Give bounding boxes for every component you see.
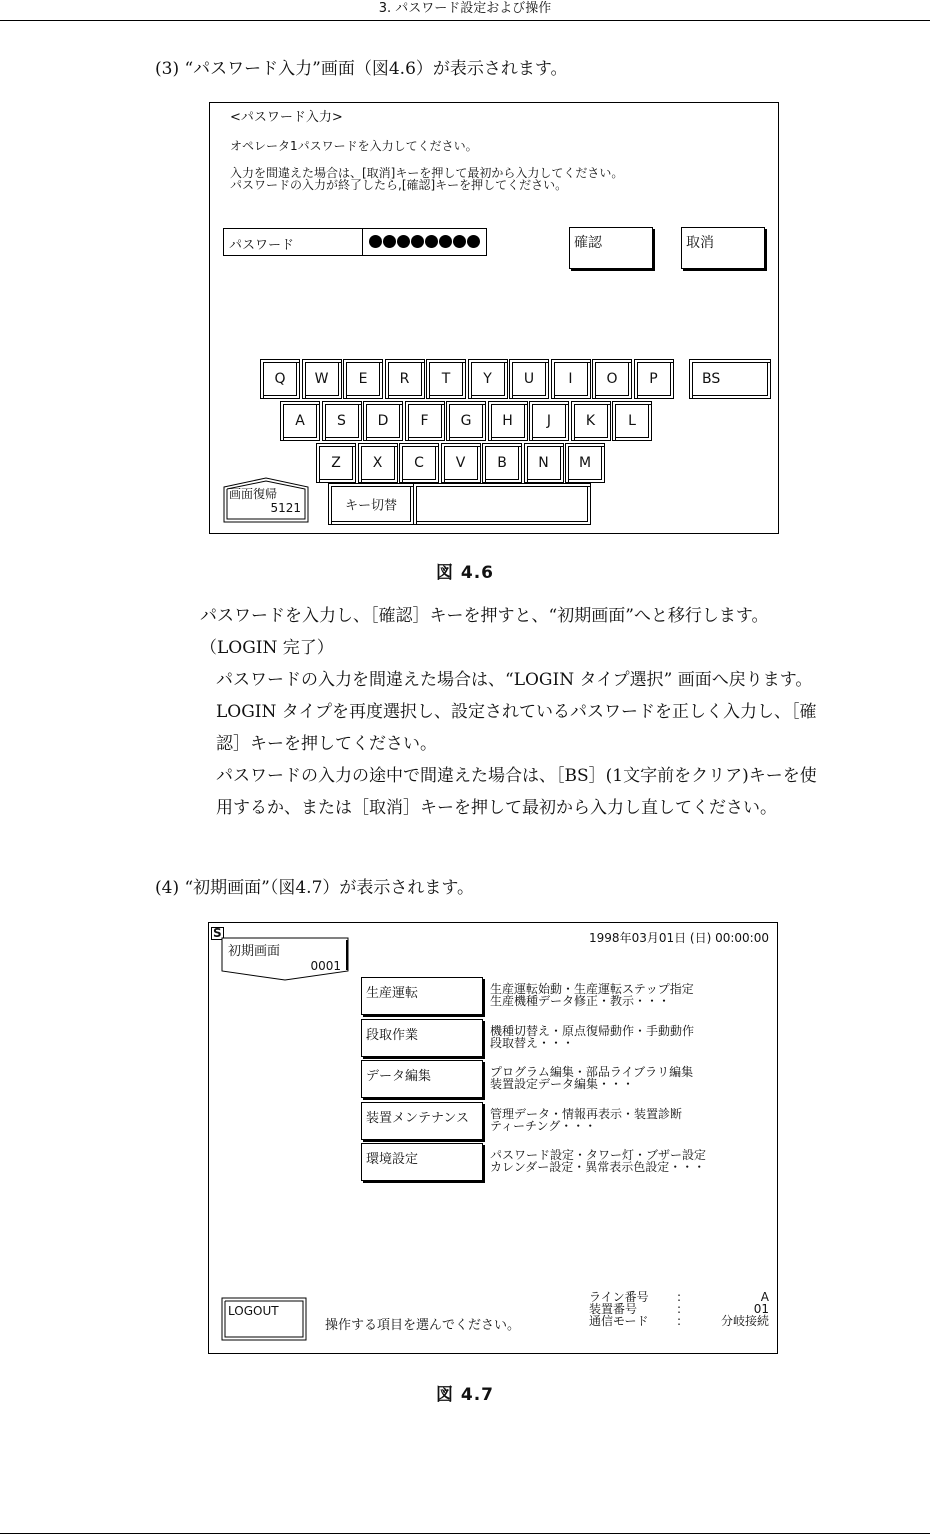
key-label: Z	[331, 455, 341, 471]
step-4-text: (4) “初期画面”（図4.7）が表示されます。	[155, 878, 475, 898]
logout-label: LOGOUT	[228, 1304, 279, 1318]
key-label: K	[585, 413, 596, 429]
menu-button-label: 装置メンテナンス	[366, 1110, 469, 1126]
menu-button-label: 生産運転	[366, 986, 419, 1001]
menu-description: プログラム編集・部品ライブラリ編集	[490, 1065, 694, 1079]
cancel-label: 取消	[686, 235, 714, 251]
key-a[interactable]	[280, 401, 320, 441]
screen-number: 0001	[310, 959, 341, 973]
key-label: E	[358, 371, 368, 387]
info-label: ライン番号	[589, 1290, 649, 1304]
corner-indicator: S	[213, 926, 222, 940]
footer-rule	[0, 1533, 930, 1534]
menu-button-1[interactable]	[361, 977, 483, 1015]
bs-label: BS	[702, 371, 721, 387]
info-sep: :	[677, 1302, 682, 1316]
running-header: 3. パスワード設定および操作	[378, 1, 552, 16]
space-key[interactable]	[413, 483, 591, 525]
key-k[interactable]	[571, 401, 611, 441]
info-sep: :	[677, 1290, 682, 1304]
key-label: S	[337, 413, 346, 429]
menu-description: 管理データ・情報再表示・装置診断	[490, 1106, 683, 1121]
key-switch-button[interactable]	[328, 483, 414, 525]
key-label: O	[606, 371, 618, 387]
instruction-line-3: パスワードの入力が終了したら,[確認]キーを押してください。	[230, 178, 568, 192]
menu-description: 段取替え・・・	[490, 1035, 575, 1050]
step-3-text: (3) “パスワード入力”画面（図4.6）が表示されます。	[155, 59, 568, 79]
key-label: P	[649, 371, 658, 387]
key-label: F	[420, 413, 429, 429]
password-mask	[369, 235, 481, 252]
menu-button-label: 環境設定	[366, 1152, 419, 1167]
key-x[interactable]	[358, 443, 398, 483]
password-label: パスワード	[229, 238, 295, 253]
key-label: I	[568, 371, 573, 387]
paragraph-wrong-password: パスワードの入力を間違えた場合は、“LOGIN タイプ選択” 画面へ戻ります。LOGIN タイプを再度選択し、設定されているパスワードを正しく入力し、［確認］キーを押してください。	[216, 670, 817, 754]
password-label-cell	[224, 229, 363, 255]
instruction-line-1: オペレータ1パスワードを入力してください。	[230, 139, 478, 153]
key-label: A	[295, 413, 305, 429]
key-y[interactable]	[468, 359, 508, 399]
key-label: B	[497, 455, 507, 471]
key-g[interactable]	[446, 401, 486, 441]
restore-number: 5121	[270, 501, 301, 515]
key-label: R	[399, 371, 410, 387]
info-value: 01	[753, 1302, 769, 1316]
key-label: V	[455, 455, 466, 471]
password-mask-dot	[467, 235, 480, 248]
key-l[interactable]	[612, 401, 652, 441]
prompt-message: 操作する項目を選んでください。	[325, 1318, 521, 1333]
menu-button-label: 段取作業	[366, 1027, 419, 1043]
info-value: A	[760, 1290, 769, 1304]
info-label: 通信モード	[589, 1314, 649, 1328]
key-m[interactable]	[565, 443, 605, 483]
menu-button-3[interactable]	[361, 1060, 483, 1098]
key-label: Q	[274, 371, 286, 387]
key-v[interactable]	[441, 443, 481, 483]
menu-button-label: データ編集	[366, 1069, 432, 1084]
menu-description: 生産機種データ修正・教示・・・	[490, 994, 671, 1008]
instruction-line-2: 入力を間違えた場合は、[取消]キーを押して最初から入力してください。	[230, 166, 624, 180]
key-bs[interactable]	[689, 359, 771, 399]
key-label: W	[314, 371, 329, 387]
key-label: Y	[483, 371, 492, 387]
initial-screen	[208, 922, 778, 1354]
datetime: 1998年03月01日 (日) 00:00:00	[589, 931, 769, 945]
info-label: 装置番号	[589, 1302, 638, 1316]
key-label: M	[578, 455, 592, 471]
restore-screen-button[interactable]	[223, 477, 309, 523]
paragraph-login-complete: パスワードを入力し、［確認］キーを押すと、“初期画面”へと移行します。（LOGIN 完了）	[200, 606, 769, 658]
menu-description: パスワード設定・タワー灯・ブザー設定	[490, 1148, 707, 1162]
key-label: L	[628, 413, 636, 429]
key-j[interactable]	[529, 401, 569, 441]
password-mask-dot	[369, 235, 382, 248]
key-label: D	[377, 413, 389, 429]
password-mask-dot	[383, 235, 396, 248]
confirm-button[interactable]	[569, 227, 653, 269]
paragraph-bs-key: パスワードの入力の途中で間違えた場合は、［BS］(1文字前をクリア)キーを使用するか、または［取消］キーを押して最初から入力し直してください。	[216, 766, 817, 818]
password-mask-dot	[397, 235, 410, 248]
key-label: C	[414, 455, 424, 471]
password-mask-dot	[411, 235, 424, 248]
menu-button-5[interactable]	[361, 1143, 483, 1181]
key-p[interactable]	[634, 359, 674, 399]
menu-description: カレンダー設定・異常表示色設定・・・	[490, 1160, 706, 1174]
key-n[interactable]	[524, 443, 564, 483]
logout-button[interactable]	[221, 1297, 307, 1341]
cancel-button[interactable]	[681, 227, 765, 269]
key-u[interactable]	[509, 359, 549, 399]
confirm-label: 確認	[574, 235, 602, 251]
key-z[interactable]	[316, 443, 356, 483]
key-s[interactable]	[322, 401, 362, 441]
key-label: N	[538, 455, 549, 471]
key-r[interactable]	[385, 359, 425, 399]
menu-description: ティーチング・・・	[490, 1118, 597, 1133]
menu-button-2[interactable]	[361, 1019, 483, 1057]
key-d[interactable]	[363, 401, 403, 441]
key-b[interactable]	[482, 443, 522, 483]
password-field[interactable]	[223, 228, 487, 256]
key-c[interactable]	[399, 443, 439, 483]
figure-caption-4-6: 図 4.6	[435, 563, 495, 583]
key-h[interactable]	[488, 401, 528, 441]
key-t[interactable]	[426, 359, 466, 399]
info-value: 分岐接続	[720, 1314, 769, 1328]
key-label: G	[460, 413, 472, 429]
menu-button-4[interactable]	[361, 1102, 483, 1140]
restore-label: 画面復帰	[229, 487, 278, 501]
key-label: T	[441, 371, 451, 387]
key-switch-label: キー切替	[344, 498, 397, 514]
key-f[interactable]	[405, 401, 445, 441]
key-label: H	[502, 413, 513, 429]
key-label: J	[546, 413, 552, 429]
password-mask-dot	[425, 235, 438, 248]
key-w[interactable]	[302, 359, 342, 399]
password-input-screen	[209, 102, 779, 534]
key-label: U	[523, 371, 535, 387]
figure-caption-4-7: 図 4.7	[435, 1385, 495, 1405]
key-label: X	[372, 455, 383, 471]
key-i[interactable]	[551, 359, 591, 399]
key-q[interactable]	[260, 359, 300, 399]
menu-description: 機種切替え・原点復帰動作・手動動作	[490, 1023, 695, 1038]
key-o[interactable]	[592, 359, 632, 399]
header-rule	[0, 20, 930, 21]
screen-title-box	[221, 937, 349, 981]
info-sep: :	[677, 1314, 682, 1328]
screen-title: 初期画面	[228, 944, 281, 959]
screen-title: <パスワード入力>	[230, 110, 343, 125]
password-mask-dot	[453, 235, 466, 248]
key-e[interactable]	[343, 359, 383, 399]
menu-description: 生産運転始動・生産運転ステップ指定	[490, 982, 694, 996]
password-mask-dot	[439, 235, 452, 248]
menu-description: 装置設定データ編集・・・	[490, 1077, 635, 1091]
